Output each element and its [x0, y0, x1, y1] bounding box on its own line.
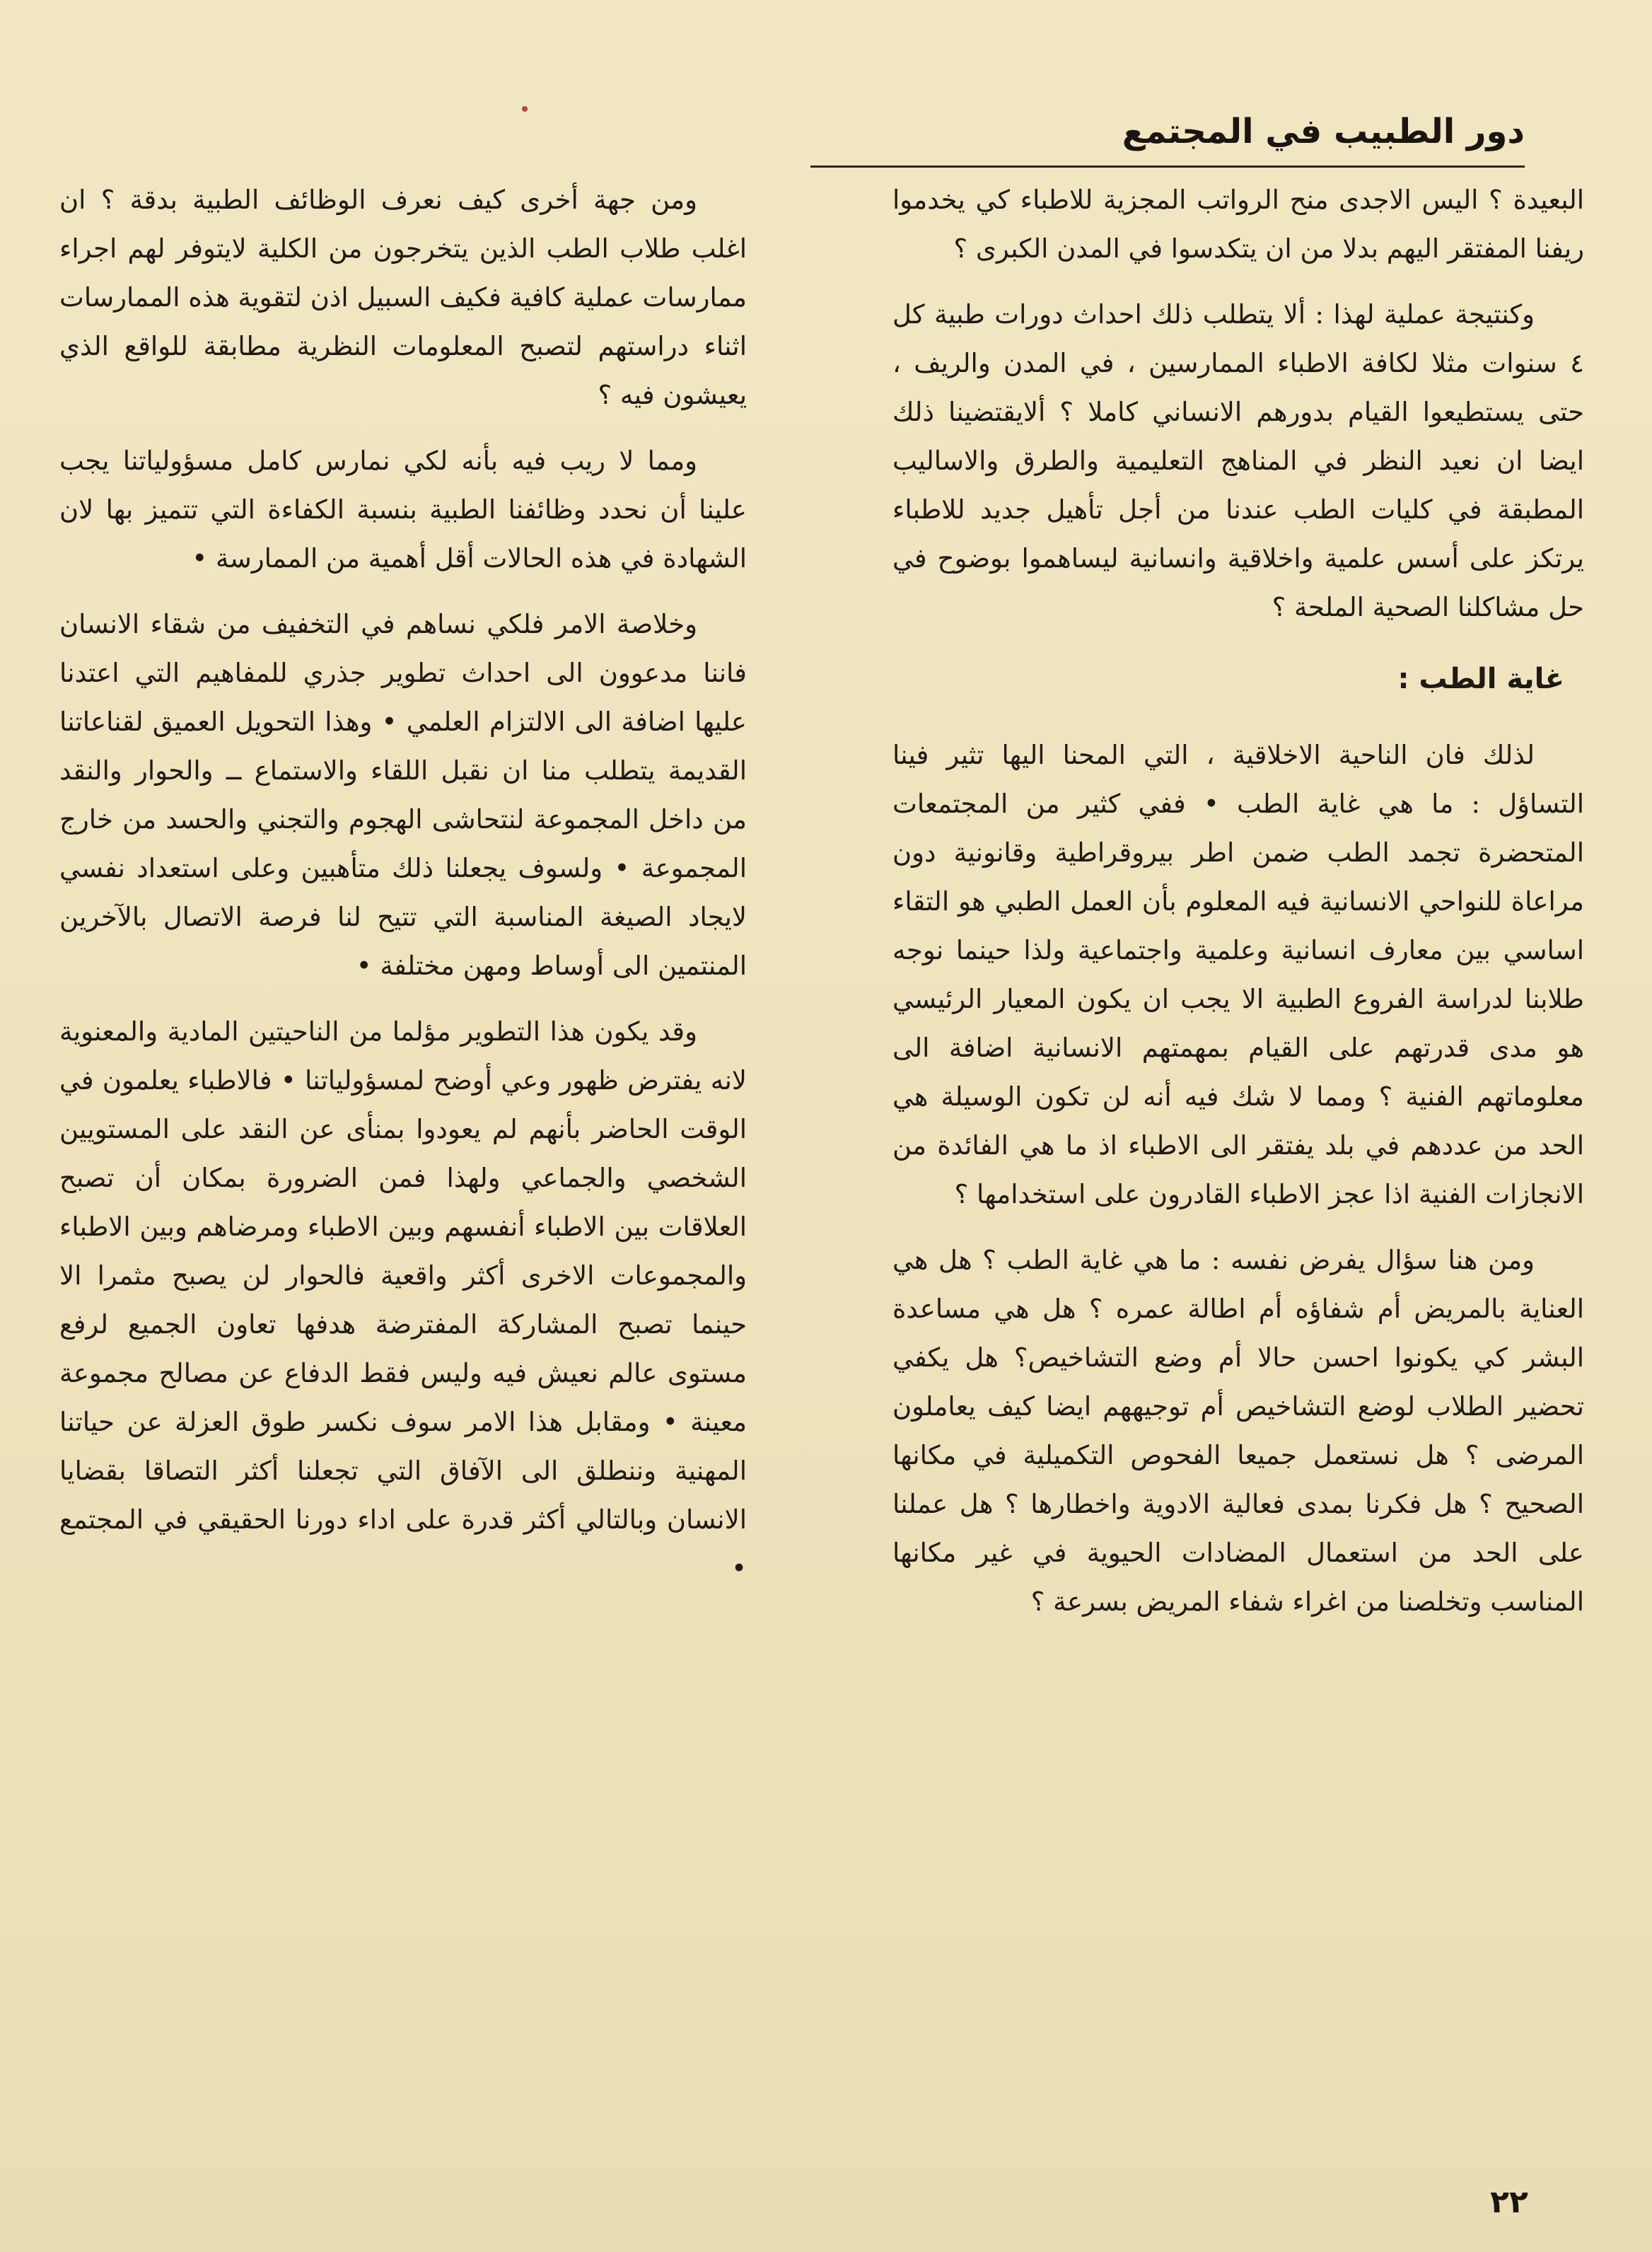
print-speck [522, 106, 528, 112]
right-column [892, 175, 1584, 1643]
section-heading: غاية الطب : [1397, 663, 1564, 695]
paragraph: ومما لا ريب فيه بأنه لكي نمارس كامل مسؤولياتنا يجب علينا أن نحدد وظائفنا الطبية بنسبة الكفاءة التي تتميز بها لان الشهادة في هذه الحالات أقل أهمية من الممارسة • [59, 446, 747, 574]
paragraph: لذلك فان الناحية الاخلاقية ، التي المحنا اليها تثير فينا التساؤل : ما هي غاية الطب • ففي كثير من المجتمعات المتحضرة تجمد الطب ضمن اطر بيروقراطية وقانونية دون مراعاة للنواحي الانسانية فيه المعلوم بأن العمل الطبي هو التقاء اساسي بين معارف انسانية وعلمية واجتماعية ولذا حينما نوجه طلابنا لدراسة الفروع الطبية الا يجب ان يكون المعيار الرئيسي هو مدى قدرتهم على القيام بمهمتهم الانسانية اضافة الى معلوماتهم الفنية ؟ ومما لا شك فيه أنه لن تكون الوسيلة هي الحد من عددهم في بلد يفتقر الى الاطباء اذ ما هي الفائدة من الانجازات الفنية اذا عجز الاطباء القادرون على استخدامها ؟ [892, 740, 1584, 1209]
running-header [818, 106, 1525, 157]
page-number: ٢٢ [1490, 2184, 1528, 2220]
header-title: دور الطبيب في المجتمع [1122, 112, 1525, 151]
left-column [59, 175, 747, 1610]
paragraph: وكنتيجة عملية لهذا : ألا يتطلب ذلك احداث دورات طبية كل ٤ سنوات مثلا لكافة الاطباء الممارسين ، في المدن والريف ، حتى يستطيعوا القيام بدورهم الانساني كاملا ؟ ألايقتضينا ذلك ايضا ان نعيد النظر في المناهج التعليمية والطرق والاساليب المطبقة في كليات الطب عندنا من أجل تأهيل جديد للاطباء يرتكز على أسس علمية واخلاقية وانسانية ليساهموا بوضوح في حل مشاكلنا الصحية الملحة ؟ [892, 299, 1584, 622]
header-rule [810, 166, 1525, 168]
paragraph: وخلاصة الامر فلكي نساهم في التخفيف من شقاء الانسان فاننا مدعوون الى احداث تطوير جذري للمفاهيم التي اعتدنا عليها اضافة الى الالتزام العلمي • وهذا التحويل العميق لقناعاتنا القديمة يتطلب منا ان نقبل اللقاء والاستماع ــ والحوار والنقد من داخل المجموعة لنتحاشى الهجوم والتجني والحسد من خارج المجموعة • ولسوف يجعلنا ذلك متأهبين وعلى استعداد نفسي لايجاد الصيغة المناسبة التي تتيح لنا فرصة الاتصال بالآخرين المنتمين الى أوساط ومهن مختلفة • [59, 609, 747, 981]
paragraph: ومن هنا سؤال يفرض نفسه : ما هي غاية الطب ؟ هل هي العناية بالمريض أم شفاؤه أم اطالة عمره ؟ هل هي مساعدة البشر كي يكونوا احسن حالا أم وضع التشاخيص؟ هل يكفي تحضير الطلاب لوضع التشاخيص أم توجيههم ايضا كيف يعاملون المرضى ؟ هل نستعمل جميعا الفحوص التكميلية في مكانها الصحيح ؟ هل فكرنا بمدى فعالية الادوية واخطارها ؟ هل عملنا على الحد من استعمال المضادات الحيوية في غير مكانها المناسب وتخلصنا من اغراء شفاء المريض بسرعة ؟ [892, 1245, 1584, 1617]
paragraph: البعيدة ؟ اليس الاجدى منح الرواتب المجزية للاطباء كي يخدموا ريفنا المفتقر اليهم بدلا من ان يتكدسوا في المدن الكبرى ؟ [892, 185, 1584, 264]
paragraph: ومن جهة أخرى كيف نعرف الوظائف الطبية بدقة ؟ ان اغلب طلاب الطب الذين يتخرجون من الكلية لايتوفر لهم اجراء ممارسات عملية كافية فكيف السبيل اذن لتقوية هذه الممارسات اثناء دراستهم لتصبح المعلومات النظرية مطابقة للواقع الذي يعيشون فيه ؟ [59, 185, 747, 410]
paragraph: وقد يكون هذا التطوير مؤلما من الناحيتين المادية والمعنوية لانه يفترض ظهور وعي أوضح لمسؤولياتنا • فالاطباء يعلمون في الوقت الحاضر بأنهم لم يعودوا بمنأى عن النقد على المستويين الشخصي والجماعي ولهذا فمن الضرورة بمكان أن تصبح العلاقات بين الاطباء أنفسهم وبين الاطباء ومرضاهم وبين الاطباء والمجموعات الاخرى أكثر واقعية فالحوار لن يصبح مثمرا الا حينما تصبح المشاركة المفترضة هدفها تعاون الجميع لرفع مستوى عالم نعيش فيه وليس فقط الدفاع عن مصالح مجموعة معينة • ومقابل هذا الامر سوف نكسر طوق العزلة عن حياتنا المهنية وننطلق الى الآفاق التي تجعلنا أكثر التصاقا بقضايا الانسان وبالتالي أكثر قدرة على اداء دورنا الحقيقي في المجتمع • [59, 1016, 748, 1584]
